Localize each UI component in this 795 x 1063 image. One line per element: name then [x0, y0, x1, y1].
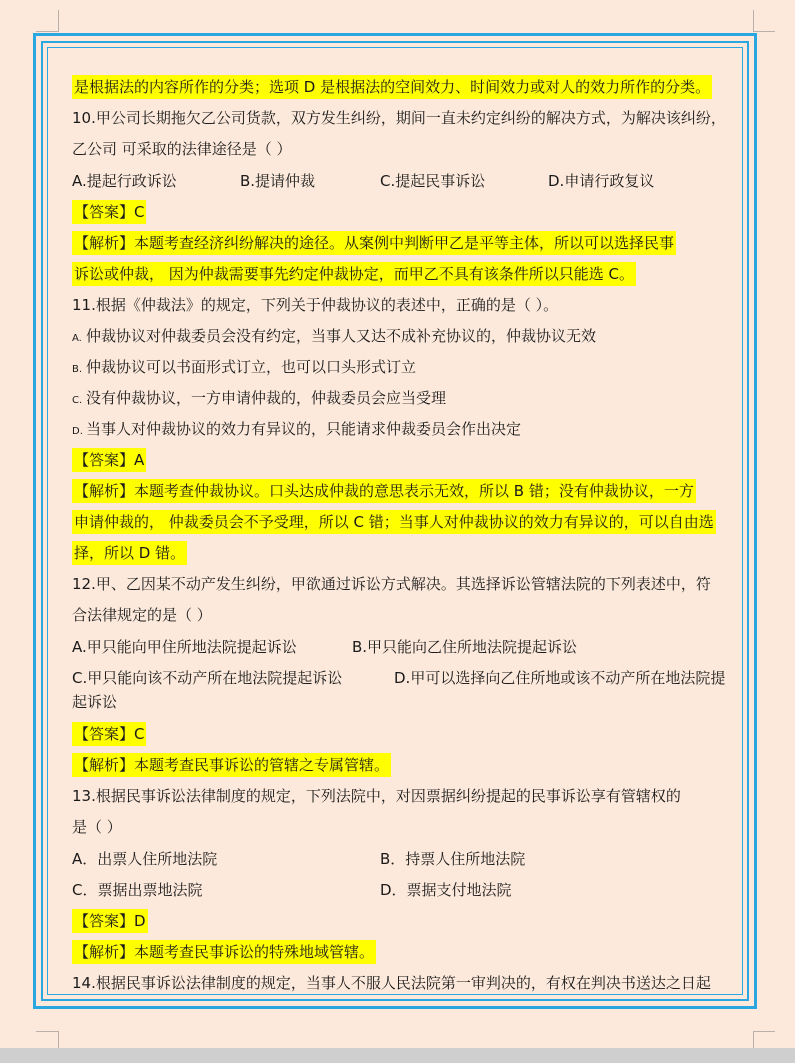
question-13-options-cd: [72, 875, 752, 906]
explanation-text: 【解析】本题考查民事诉讼的特殊地域管辖。: [72, 940, 376, 964]
answer-text: 【答案】D: [72, 909, 148, 933]
question-12: 12.甲、乙因某不动产发生纠纷，甲欲通过诉讼方式解决。其选择诉讼管辖法院的下列表述中，符: [72, 575, 711, 593]
answer-text: 【答案】C: [72, 722, 146, 746]
question-14: 14.根据民事诉讼法律制度的规定，当事人不服人民法院第一审判决的，有权在判决书送达之日起: [72, 974, 711, 992]
explanation-text: 【解析】本题考查经济纠纷解决的途径。从案例中判断甲乙是平等主体，所以可以选择民事: [72, 231, 676, 255]
answer-12: [72, 719, 752, 750]
explanation-text: 诉讼或仲裁， 因为仲裁需要事先约定仲裁协定，而甲乙不具有该条件所以只能选 C。: [72, 262, 636, 286]
crop-mark-top-right-h: [753, 31, 775, 32]
question-11-option-a: [72, 321, 752, 352]
question-12-options-ab: [72, 632, 752, 663]
question-13-options-ab: [72, 844, 752, 875]
explanation-11-line3: [72, 538, 752, 569]
option-d: D．票据支付地法院: [380, 881, 512, 899]
question-12-option-d-cont: 起诉讼: [72, 693, 118, 711]
question-11-option-b: [72, 352, 752, 383]
crop-mark-bottom-right-h: [753, 1031, 775, 1032]
option-c: C．票据出票地法院: [72, 881, 203, 899]
option-a: A.提起行政诉讼: [72, 172, 177, 190]
answer-11: [72, 445, 752, 476]
answer-10: [72, 197, 752, 228]
explanation-12: [72, 750, 752, 781]
option-c: C.提起民事诉讼: [380, 172, 486, 190]
question-13-cont: 是（ ）: [72, 818, 122, 836]
option-d: D.申请行政复议: [548, 172, 655, 190]
question-12-cont: 合法律规定的是（ ）: [72, 606, 212, 624]
explanation-text: 申请仲裁的， 仲裁委员会不予受理，所以 C 错；当事人对仲裁协议的效力有异议的，可以自由选: [72, 510, 716, 534]
explanation-11-line1: [72, 476, 752, 507]
text-line: [72, 72, 752, 103]
explanation-text: 择，所以 D 错。: [72, 541, 187, 565]
option-text: 仲裁协议可以书面形式订立，也可以口头形式订立: [86, 358, 417, 376]
option-label: A.: [72, 333, 82, 344]
answer-text: 【答案】C: [72, 200, 146, 224]
option-text: 当事人对仲裁协议的效力有异议的，只能请求仲裁委员会作出决定: [86, 420, 522, 438]
explanation-text: 【解析】本题考查仲裁协议。口头达成仲裁的意思表示无效，所以 B 错；没有仲裁协议，一方: [72, 479, 696, 503]
option-text: 仲裁协议对仲裁委员会没有约定，当事人又达不成补充协议的，仲裁协议无效: [86, 327, 597, 345]
crop-mark-bottom-left-h: [36, 1031, 58, 1032]
option-label: C.: [72, 395, 83, 406]
option-a: A．出票人住所地法院: [72, 850, 218, 868]
option-d: D.甲可以选择向乙住所地或该不动产所在地法院提: [394, 669, 726, 687]
explanation-10-line2: [72, 259, 752, 290]
document-body: [72, 72, 752, 999]
crop-mark-top-left-h: [36, 31, 58, 32]
explanation-11-line2: [72, 507, 752, 538]
explanation-text: 【解析】本题考查民事诉讼的管辖之专属管辖。: [72, 753, 391, 777]
crop-mark-top-left: [58, 10, 59, 32]
question-10: 10.甲公司长期拖欠乙公司货款，双方发生纠纷，期间一直未约定纠纷的解决方式，为解决该纠纷，: [72, 109, 726, 127]
question-11-option-c: [72, 383, 752, 414]
option-b: B.甲只能向乙住所地法院提起诉讼: [352, 638, 578, 656]
crop-mark-bottom-left: [58, 1031, 59, 1048]
explanation-13: [72, 937, 752, 968]
question-11-option-d: [72, 414, 752, 445]
explanation-10-line1: [72, 228, 752, 259]
option-c: C.甲只能向该不动产所在地法院提起诉讼: [72, 669, 343, 687]
option-b: B.提请仲裁: [240, 172, 316, 190]
answer-text: 【答案】A: [72, 448, 146, 472]
option-label: D.: [72, 426, 83, 437]
question-10-options: [72, 166, 752, 197]
option-b: B．持票人住所地法院: [380, 850, 526, 868]
highlighted-text: 是根据法的内容所作的分类；选项 D 是根据法的空间效力、时间效力或对人的效力所作的分类。: [72, 75, 712, 99]
option-text: 没有仲裁协议，一方申请仲裁的，仲裁委员会应当受理: [86, 389, 447, 407]
crop-mark-bottom-right: [753, 1031, 754, 1048]
option-label: B.: [72, 364, 83, 375]
answer-13: [72, 906, 752, 937]
question-10-cont: 乙公司 可采取的法律途径是（ ）: [72, 140, 292, 158]
option-a: A.甲只能向甲住所地法院提起诉讼: [72, 638, 297, 656]
bottom-scroll-strip: [0, 1048, 795, 1063]
question-11: 11.根据《仲裁法》的规定，下列关于仲裁协议的表述中，正确的是（ ）。: [72, 296, 559, 314]
question-13: 13.根据民事诉讼法律制度的规定，下列法院中，对因票据纠纷提起的民事诉讼享有管辖权的: [72, 787, 681, 805]
crop-mark-top-right: [753, 10, 754, 32]
question-12-options-cd: [72, 663, 752, 687]
